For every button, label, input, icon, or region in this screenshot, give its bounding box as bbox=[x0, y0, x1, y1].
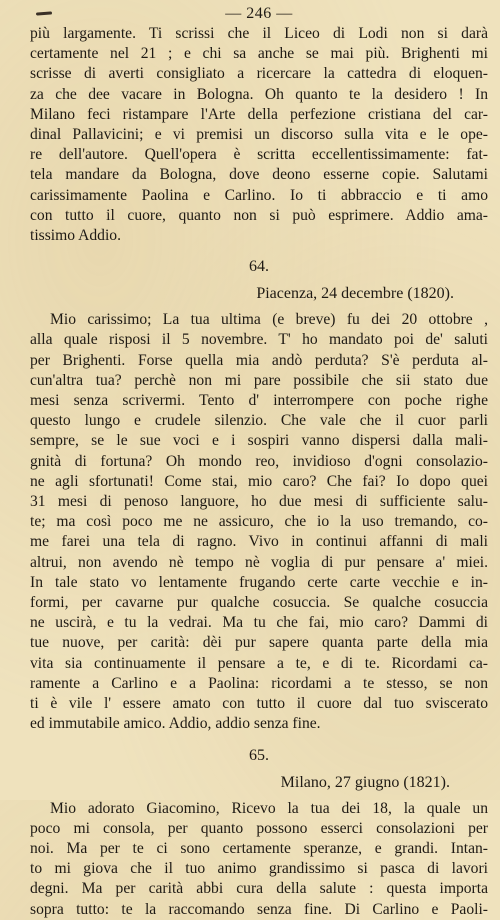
continuation-text bbox=[30, 24, 488, 246]
letter-number: 65. bbox=[249, 746, 269, 764]
text-line: ne uscirà, e tu la vedrai. Ma tu che fai, mio caro? Dammi di bbox=[30, 614, 488, 632]
letter-dateline: Piacenza, 24 decembre (1820). bbox=[256, 285, 454, 303]
text-line: In tale stato vo lentamente frugando certe carte vecchie e in- bbox=[30, 573, 488, 591]
text-line: me farei una tela di ragno. Vivo in continui affanni di mali bbox=[30, 533, 488, 551]
text-line: ed immutabile amico. Addio, addio senza fine. bbox=[30, 715, 321, 733]
text-line: gnità di fortuna? Oh mondo reo, invidioso d'ogni consolazio- bbox=[30, 452, 488, 470]
letter-dateline: Milano, 27 giugno (1821). bbox=[280, 773, 450, 791]
text-line: tela mandare da Bologna, dove deono esserne copie. Salutami bbox=[30, 166, 488, 184]
text-line: degni. Ma per carità abbi cura della salute : questa importa bbox=[30, 880, 488, 898]
page-number: — 246 — bbox=[225, 5, 293, 22]
text-line: te; ma così poco me ne assicuro, che io la uso tremando, co- bbox=[30, 513, 488, 531]
text-line: tue nuove, per carità: dèi pur sapere quanta parte della mia bbox=[30, 634, 488, 652]
text-line: Mio adorato Giacomino, Ricevo la tua dei 18, la quale un bbox=[50, 799, 488, 817]
text-line: tissimo Addio. bbox=[30, 227, 121, 245]
text-line: to mi giova che il tuo animo grandissimo si pasca di lavori bbox=[30, 860, 488, 878]
text-line: carissimamente Paolina e Carlino. Io ti abbraccio e ti amo bbox=[30, 186, 488, 204]
text-line: Milano feci ristampare l'Arte della perfezione cristiana del car- bbox=[30, 105, 488, 123]
text-line: questo lungo e crudele silenzio. Che vale che il cuor parli bbox=[30, 412, 488, 430]
text-line: 31 mesi di penoso languore, ho due mesi di sufficiente salu- bbox=[30, 493, 488, 511]
text-line: più largamente. Ti scrissi che il Liceo di Lodi non si darà bbox=[30, 25, 488, 42]
text-line: ti è vile l' essere amato con tutto il cuore dal tuo sviscerato bbox=[30, 695, 488, 713]
text-line: alla quale risposi il 5 novembre. T' ho mandato poi de' saluti bbox=[30, 331, 488, 349]
text-line: sempre, se le sue voci e i sospiri vanno dispersi dalla mali- bbox=[30, 432, 488, 450]
text-line: Mio carissimo; La tua ultima (e breve) fu dei 20 ottobre , bbox=[50, 311, 488, 329]
text-line: vita sia continuamente il pensare a te, e di te. Ricordami ca- bbox=[30, 654, 488, 672]
text-line: altrui, non avendo nè tempo nè voglia di pur pensare a' miei. bbox=[30, 553, 488, 571]
text-line: cun'altra tua? perchè non mi pare possibile che sii stato due bbox=[30, 371, 488, 389]
text-line: scrisse di averti consigliato a ricercare la cattedra di eloquen- bbox=[30, 65, 488, 83]
text-line: re dell'autore. Quell'opera è scritta eccellentissimamente: fat- bbox=[30, 146, 488, 164]
text-line: certamente nel 21 ; e chi sa anche se mai più. Brighenti mi bbox=[30, 45, 488, 63]
text-line: poco mi consola, per quanto possono esserci consolazioni per bbox=[30, 819, 488, 837]
text-line: formi, per cavarne pur qualche cosuccia. Se qualche cosuccia bbox=[30, 594, 488, 612]
text-line: mesi senza scrivermi. Tento d' interrompere con poche righe bbox=[30, 392, 488, 410]
text-line: per Brighenti. Forse quella mia andò perduta? S'è perduta al- bbox=[30, 351, 488, 369]
text-line: ramente a Carlino e a Paolina: ricordami a te stesso, se non bbox=[30, 674, 488, 692]
letter-number: 64. bbox=[249, 258, 269, 276]
text-line: con tutto il cuore, quanto non si può esprimere. Addio ama- bbox=[30, 206, 488, 224]
text-line: noi. Ma per te ci sono certamente speranze, e grandi. Intan- bbox=[30, 839, 488, 857]
text-line: ne agli sfortunati! Come stai, mio caro? Che fai? Io dopo quei bbox=[30, 472, 488, 490]
text-line: za che dee vacare in Bologna. Oh quanto te la desidero ! In bbox=[30, 85, 488, 103]
text-line: sopra tutto: te la raccomando senza fine. Di Carlino e Paoli- bbox=[30, 900, 488, 918]
letter-body bbox=[30, 310, 488, 734]
text-line: dinal Pallavicini; e vi premisi un discorso sulla vita e le ope- bbox=[30, 126, 488, 144]
letter-body bbox=[30, 799, 488, 920]
